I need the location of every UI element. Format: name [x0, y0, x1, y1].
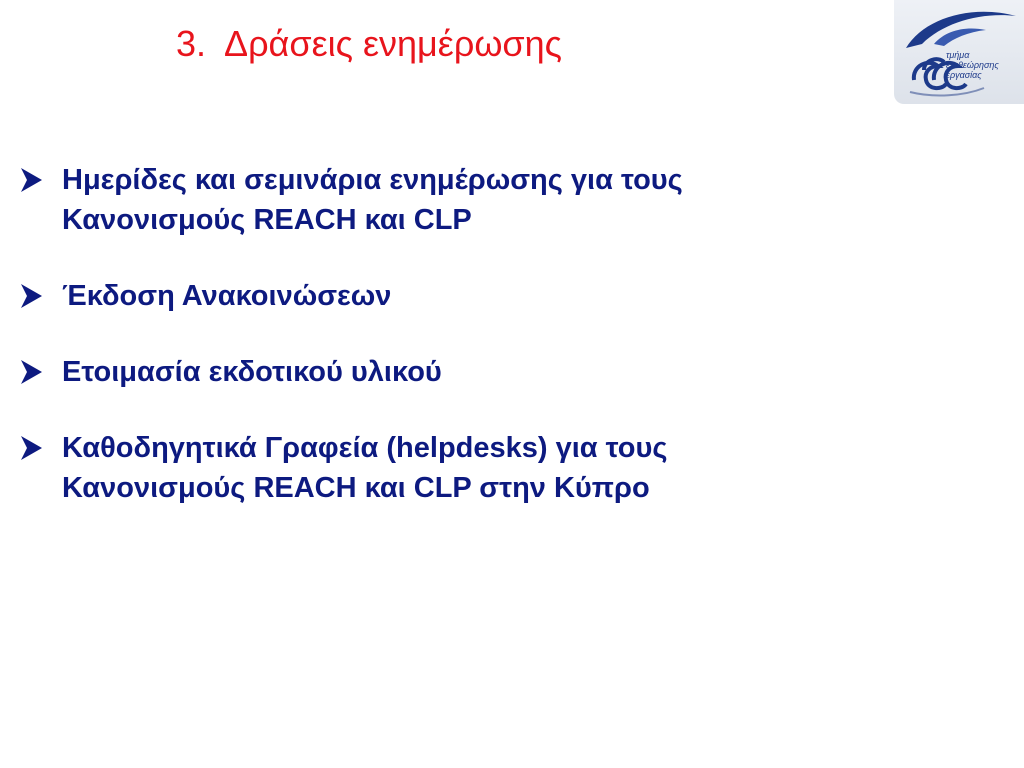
- logo-line: τμήμα: [946, 50, 970, 60]
- logo-line: επιθεώρησης: [946, 60, 999, 70]
- bullet-item: [18, 160, 1008, 240]
- bullet-item: [18, 428, 1008, 508]
- bullet-item: [18, 276, 1008, 316]
- bullet-list: [18, 160, 1008, 508]
- bullet-item: [18, 352, 1008, 392]
- arrow-bullet-icon: [18, 432, 46, 464]
- bullet-text: Ημερίδες και σεμινάρια ενημέρωσης για τους Κανονισμούς REACH και CLP: [62, 164, 683, 236]
- arrow-bullet-icon: [18, 164, 46, 196]
- logo-lettering: [946, 50, 999, 80]
- title-number: 3.: [176, 23, 207, 64]
- logo-line: εργασίας: [946, 70, 982, 80]
- slide-title: [176, 16, 562, 72]
- bullet-text: Έκδοση Ανακοινώσεων: [62, 280, 392, 312]
- bullet-text: Καθοδηγητικά Γραφεία (helpdesks) για τους Κανονισμούς REACH και CLP στην Κύπρο: [62, 432, 668, 504]
- arrow-bullet-icon: [18, 356, 46, 388]
- arrow-bullet-icon: [18, 280, 46, 312]
- ministry-logo-icon: [894, 0, 1024, 104]
- title-text: Δράσεις ενημέρωσης: [224, 23, 563, 64]
- bullet-text: Ετοιμασία εκδοτικού υλικού: [62, 356, 442, 388]
